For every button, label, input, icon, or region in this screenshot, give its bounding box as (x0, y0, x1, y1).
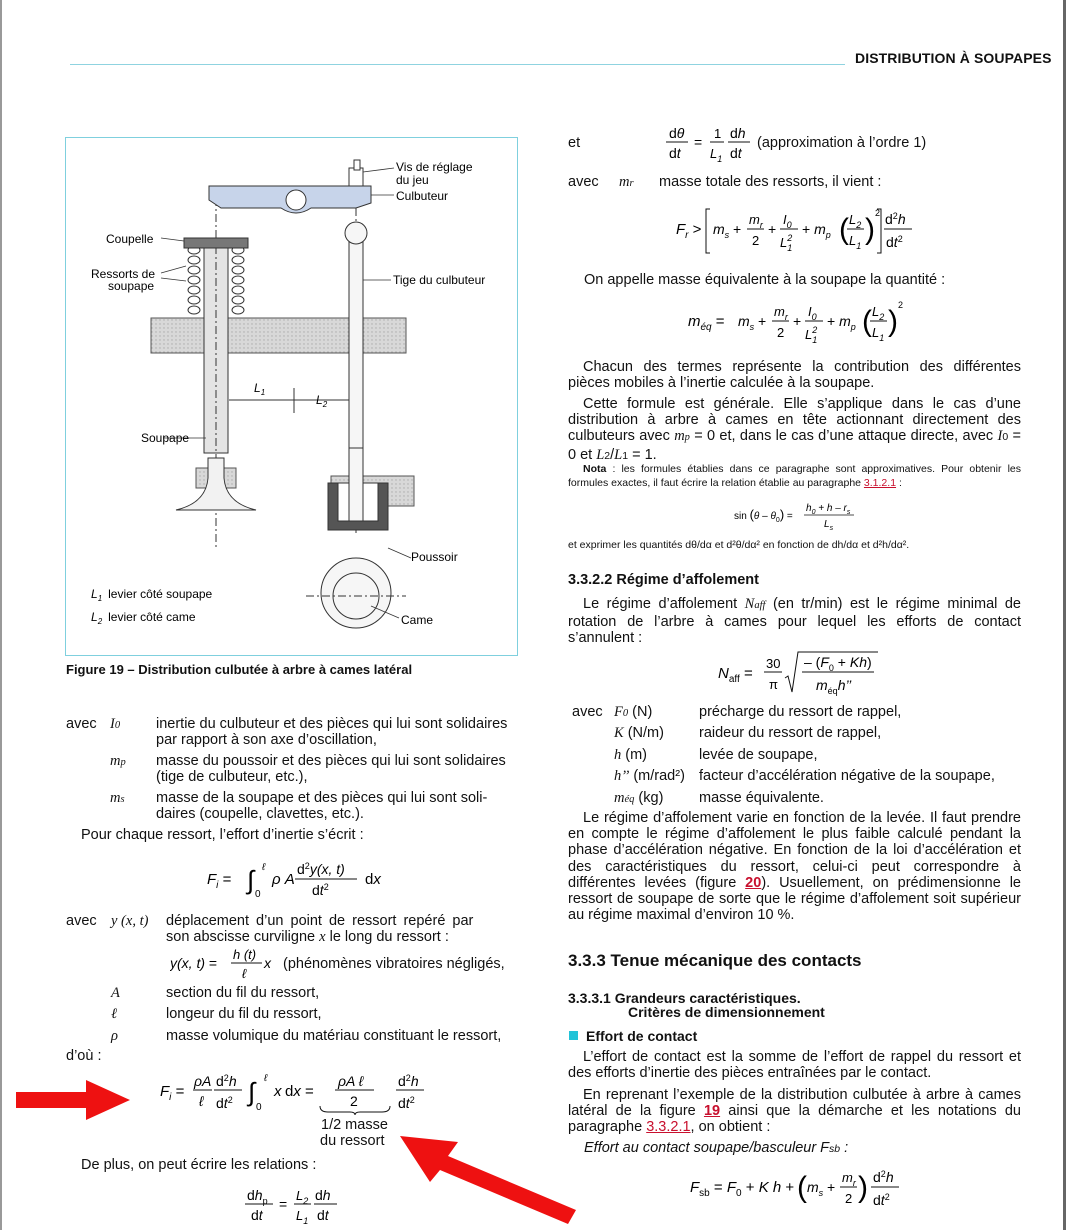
sym-mr: mr (619, 174, 634, 190)
label-vis: Vis de réglage (396, 160, 473, 174)
square-bullet-icon (569, 1031, 578, 1040)
sym-ms: ms (110, 790, 125, 806)
svg-text:=: = (694, 134, 703, 150)
svg-text:ρA ℓ: ρA ℓ (338, 1073, 364, 1089)
meq-intro: On appelle masse équivalente à la soupape la quantité : (584, 272, 946, 288)
svg-text:Ls: $L_s$ (824, 519, 834, 532)
svg-text:): ) (865, 213, 875, 246)
svg-text:dt2: $dt^2$ (216, 1095, 233, 1111)
svg-text:ℓ: ℓ (242, 966, 247, 981)
l-desc: longeur du fil du ressort, (166, 1006, 322, 1022)
formula-dhp (245, 1182, 345, 1230)
sym-l: ℓ (111, 1006, 118, 1022)
svg-text:∫: ∫ (247, 865, 255, 895)
valve-train-diagram (66, 138, 516, 654)
a-desc: section du fil du ressort, (166, 985, 320, 1001)
formula-naff (718, 648, 888, 702)
effort-sb-label: Effort au contact soupape/basculeur Fsb : (584, 1140, 849, 1156)
para-contribution: Chacun des termes représente la contribution des différentes pièces mobiles à l’inertie calculée à la soupape. (568, 359, 1021, 392)
svg-text:Fr >: $F_r$ > (676, 221, 702, 241)
half-mass-2: du ressort (320, 1133, 385, 1149)
svg-text:dt2: $dt^2$ (873, 1192, 890, 1208)
label-poussoir: Poussoir (411, 550, 458, 564)
underbrace (318, 1104, 392, 1116)
sym-a: A (111, 985, 120, 1001)
label-vis2: du jeu (396, 173, 429, 187)
svg-text:L1: $L_1$ (296, 1208, 309, 1226)
para-general: Cette formule est générale. Elle s’applique dans le cas d’une distribution à arbre à cames en tête actionnant directement des culbuteurs avec mp = 0 et, dans le cas d’une attaque directe, avec I0 = 0 et L2/L1 = 1. (568, 396, 1021, 463)
definition-desc: raideur du ressort de rappel, (699, 725, 882, 741)
svg-text:ℓ: ℓ (199, 1093, 204, 1109)
svg-text:dx =: dx = (285, 1083, 314, 1100)
svg-text:dt: dt (730, 145, 742, 161)
svg-text:+ mp: + $m_p$ (827, 313, 856, 332)
label-came: Came (401, 613, 434, 627)
formula-meq (688, 295, 908, 355)
svg-text:L1: $L_1$ (849, 233, 862, 251)
svg-text:dhp: $dh_p$ (247, 1187, 268, 1206)
svg-text:ms +: $m_s$ + (807, 1179, 836, 1198)
svg-text:0: 0 (255, 889, 261, 900)
svg-text:ρA: ρA (194, 1073, 212, 1089)
half-mass-1: 1/2 masse (321, 1117, 388, 1133)
formula-fi (207, 857, 397, 909)
svg-text:d2h: $d^2h$ (216, 1073, 237, 1089)
svg-text:y(x, t) =: y(x, t) = (170, 955, 218, 971)
svg-text:ρ A: ρ A (272, 871, 295, 888)
label-l1: $L_1$ (254, 381, 266, 397)
svg-text:Fi =: $F_i$ = (160, 1083, 185, 1103)
figure-caption: Figure 19 – Distribution culbutée à arbre à cames latéral (66, 662, 413, 677)
svg-text:x: x (264, 955, 271, 971)
svg-text:sin (θ – θ0) =: $\sin (\theta - \theta_0)$ = (734, 507, 793, 524)
heading-3-3-3-1b: Critères de dimensionnement (628, 1004, 825, 1020)
dou-label: d’où : (66, 1048, 102, 1064)
svg-text:dt: dt (317, 1207, 329, 1223)
definition-desc: levée de soupape, (699, 747, 818, 763)
svg-text:L2: $L_2$ (872, 304, 885, 322)
i0-desc2: par rapport à son axe d’oscillation, (156, 732, 377, 748)
et-label: et (568, 135, 581, 151)
svg-text:π: π (769, 677, 778, 692)
red-arrow-diagonal (396, 1130, 580, 1226)
definition-desc: masse équivalente. (699, 790, 824, 806)
svg-text:mr: $m_r$ (749, 212, 763, 230)
svg-text:Fsb = F0 + K h +: $F_{sb} = F_0 + K$ h + (690, 1179, 795, 1199)
svg-text:∫: ∫ (248, 1077, 256, 1107)
mr-desc: masse totale des ressorts, il vient : (659, 174, 882, 190)
svg-text:L21: $L^2$ 1 (805, 325, 818, 345)
formula-fi-result (160, 1068, 440, 1122)
i0-desc1: inertie du culbuteur et des pièces qui lui sont solidaires (156, 716, 508, 732)
avec-y: avec (66, 913, 97, 929)
svg-text:h (t): h (t) (233, 947, 257, 962)
formula-fr (676, 203, 916, 263)
svg-text:Naff =: $N_{aff}$ = (718, 665, 753, 685)
label-tige: Tige du culbuteur (393, 273, 486, 287)
svg-text:– (F0 + Kh): – $(F_0 + Kh)$ (804, 654, 872, 673)
svg-text:mr: $m_r$ (774, 304, 788, 322)
svg-text:ms +: $m_s$ + (713, 221, 742, 240)
link-3-3-2-1[interactable]: 3.3.2.1 (646, 1119, 691, 1136)
approx-note: (approximation à l’ordre 1) (757, 135, 927, 151)
para-inertie: Pour chaque ressort, l’effort d’inertie s’écrit : (81, 827, 364, 843)
formula-y (170, 946, 280, 986)
figure-frame (65, 137, 518, 656)
svg-text:ℓ: ℓ (262, 862, 266, 873)
nota-block: Nota : les formules établies dans ce paragraphe sont approximatives. Pour obtenir les formules exactes, il faut écrire la relation établie au paragraphe 3.1.2.1 : (568, 463, 1021, 489)
svg-text:méqh’’: $m_{éq}h$’’ (816, 677, 852, 696)
para-affolement: Le régime d’affolement Naff (en tr/min) est le régime minimal de rotation de l’arbre à cames pour lequel les efforts de contact s’annulent : (568, 596, 1021, 647)
svg-text:+: + (793, 313, 802, 329)
svg-text:L2: $L_2$ (849, 212, 862, 230)
svg-text:2: 2 (777, 325, 785, 340)
sym-mp: mp (110, 753, 126, 769)
label-soupape: Soupape (141, 431, 190, 445)
heading-3-3-3-1a: 3.3.3.1 Grandeurs caractéristiques. (568, 990, 801, 1006)
y-eq-note: (phénomènes vibratoires négligés, (283, 956, 505, 972)
svg-text:x: x (274, 1083, 282, 1100)
ms-desc1: masse de la soupape et des pièces qui lui sont soli- (156, 790, 488, 806)
svg-text:L1: $L_1$ (710, 146, 723, 164)
label-ressorts2: soupape (108, 279, 155, 293)
svg-text:dθ: dθ (669, 125, 685, 141)
avec-mr-label: avec (568, 174, 599, 190)
definition-symbol: h’’ (m/rad²) (614, 768, 685, 784)
svg-text:+ mp: + $m_p$ (802, 221, 831, 240)
svg-text:ℓ: ℓ (264, 1073, 268, 1084)
svg-text:): ) (858, 1171, 868, 1204)
svg-text:2: 2 (898, 300, 904, 310)
definition-symbol: h (m) (614, 747, 648, 763)
svg-text:mr: $m_r$ (842, 1170, 856, 1188)
svg-text:30: 30 (766, 656, 781, 671)
svg-text:dt2: $dt^2$ (886, 234, 903, 250)
svg-text:dt2: $dt^2$ (398, 1095, 415, 1111)
svg-text:I0: $I_0$ (808, 304, 817, 322)
svg-text:I0: $I_0$ (783, 212, 792, 230)
definition-symbol: F0 (N) (614, 704, 653, 720)
svg-text:2: 2 (350, 1093, 358, 1109)
svg-text:d2y(x, t): $d^2y(x$, t) (297, 861, 345, 877)
definition-desc: facteur d’accélération négative de la soupape, (699, 768, 995, 784)
rho-desc: masse volumique du matériau constituant le ressort, (166, 1028, 502, 1044)
svg-text:(: ( (862, 305, 872, 338)
formula-fsb (690, 1160, 910, 1220)
label-coupelle: Coupelle (106, 232, 154, 246)
svg-text:méq =: $m_{éq}$ = (688, 313, 725, 333)
svg-text:): ) (888, 305, 898, 338)
svg-text:(: ( (839, 213, 849, 246)
svg-text:Fi =: $F_i$ = (207, 871, 232, 891)
mp-desc2: (tige de culbuteur, etc.), (156, 769, 308, 785)
avec-label: avec (66, 716, 97, 732)
page-header-title: DISTRIBUTION À SOUPAPES (855, 50, 1052, 66)
para-effort: L’effort de contact est la somme de l’effort de rappel du ressort et des efforts d’inertie des pièces entraînées par le contact. (568, 1049, 1021, 1082)
definition-symbol: méq (kg) (614, 790, 664, 806)
sym-i0: I0 (110, 716, 121, 732)
svg-text:0: 0 (256, 1102, 262, 1113)
label-l2: $L_2$ (316, 393, 328, 409)
legend-l1: $L_1$ levier côté soupape (91, 587, 213, 603)
svg-text:dt: dt (669, 145, 681, 161)
header-rule (70, 64, 845, 65)
avec-defs: avec (572, 704, 603, 720)
svg-text:2: 2 (845, 1191, 853, 1206)
sym-rho: ρ (111, 1028, 118, 1044)
svg-text:L1: $L_1$ (872, 325, 885, 343)
para-regime: Le régime d’affolement varie en fonction de la levée. Il faut prendre en compte le régime d’affolement le plus faible calculé pendant la phase d’accélération négative. En fonction de la loi d’accélération et des caractéristiques du ressort, celui-ci peut correspondre à différentes levées (figure 20). Usuellement, on prédimensionne le ressort de soupape de sorte que le régime d’affolement soit supérieur au régime maximal d’environ 10 %. (568, 810, 1021, 924)
svg-text:dh: dh (315, 1187, 331, 1203)
svg-text:d2h: $d^2h$ (885, 211, 906, 227)
mp-desc1: masse du poussoir et des pièces qui lui sont solidaires (156, 753, 506, 769)
sym-yxt: y (x, t) (111, 913, 149, 929)
svg-text:1: 1 (714, 126, 722, 141)
y-desc-line2: son abscisse curviligne x le long du ressort : (166, 929, 449, 945)
red-arrow-right (14, 1078, 132, 1122)
effort-contact-title: Effort de contact (586, 1028, 698, 1044)
svg-text:2: 2 (875, 208, 881, 218)
heading-3-3-2-2: 3.3.2.2 Régime d’affolement (568, 572, 759, 588)
definition-desc: précharge du ressort de rappel, (699, 704, 902, 720)
definition-symbol: K (N/m) (614, 725, 664, 741)
svg-text:d2h: $d^2h$ (873, 1169, 894, 1185)
svg-text:h0 + h – rs: $h_0 + h - r_s$ (806, 503, 851, 516)
formula-dtheta (666, 122, 756, 170)
y-desc1: déplacement d’un point de ressort repéré par (166, 913, 474, 929)
label-ressorts: Ressorts de (91, 267, 156, 281)
para-reprenant: En reprenant l’exemple de la distribution culbutée à arbre à cames latéral de la figure 19 ainsi que la démarche et les notations du paragraphe 3.3.2.1, on obtient : (568, 1087, 1021, 1136)
svg-text:dh: dh (730, 125, 746, 141)
svg-text:L2: $L_2$ (296, 1188, 309, 1206)
link-figure-19[interactable]: 19 (703, 1103, 721, 1120)
svg-text:dt2: $dt^2$ (312, 882, 329, 898)
svg-text:=: = (279, 1196, 288, 1212)
svg-text:ms +: $m_s$ + (738, 313, 767, 332)
svg-text:dx: dx (365, 871, 381, 888)
svg-text:2: 2 (752, 233, 760, 248)
svg-text:d2h: $d^2h$ (398, 1073, 419, 1089)
svg-text:L21: $L^2$ 1 (780, 233, 793, 253)
ms-desc2: daires (coupelle, clavettes, etc.). (156, 806, 364, 822)
relations: De plus, on peut écrire les relations : (81, 1157, 317, 1173)
link-3-1-2-1[interactable]: 3.1.2.1 (863, 476, 897, 489)
label-culbuteur: Culbuteur (396, 189, 449, 203)
legend-l2: $L_2$ levier côté came (91, 610, 196, 626)
svg-text:dt: dt (251, 1207, 263, 1223)
express-note: et exprimer les quantités dθ/dα et d²θ/dα² en fonction de dh/dα et d²h/dα². (568, 539, 910, 551)
svg-text:(: ( (797, 1171, 807, 1204)
link-figure-20[interactable]: 20 (745, 874, 762, 891)
svg-text:+: + (768, 221, 777, 237)
formula-sin (734, 500, 864, 536)
heading-3-3-3: 3.3.3 Tenue mécanique des contacts (568, 951, 862, 970)
